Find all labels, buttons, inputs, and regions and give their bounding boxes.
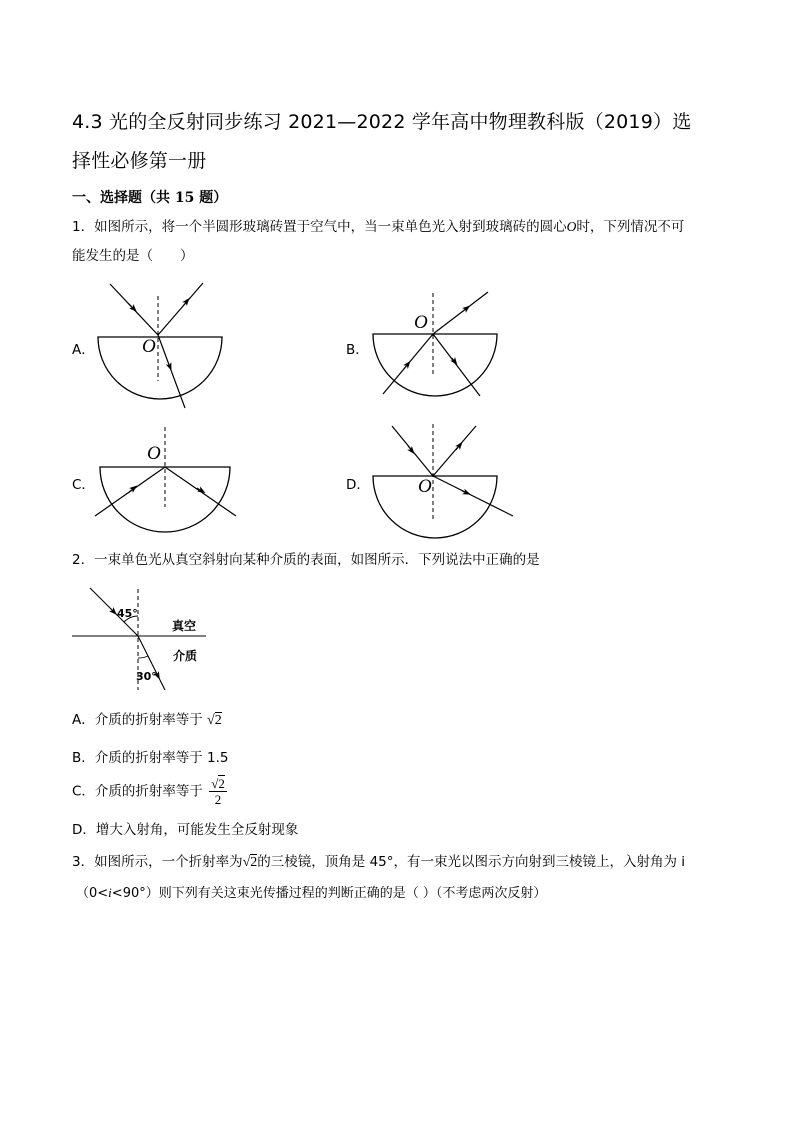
sqrt-expression: √2 <box>207 713 222 728</box>
q1-figure-b <box>370 290 500 410</box>
q3-text-a: 3．如图所示，一个折射率为 <box>72 854 243 870</box>
q1-c-point-o: O <box>147 443 161 464</box>
q1-option-b-label: B． <box>346 342 369 358</box>
q1-a-point-o: O <box>142 336 156 357</box>
q2-option-c <box>72 776 227 807</box>
question-1-line2: 能发生的是（ ） <box>72 248 194 264</box>
refracted-ray <box>158 335 185 408</box>
q2-angle-45: 45° <box>117 607 138 620</box>
q3-text-b: 的三棱镜，顶角是 45°，有一束光以图示方向射到三棱镜上，入射角为 i <box>257 854 686 870</box>
incident-ray <box>392 426 433 476</box>
q1-figure-c <box>95 425 240 545</box>
q1-figure-d <box>370 420 500 545</box>
q1-figure-a <box>95 280 225 410</box>
numerator-radicand: 2 <box>218 776 225 791</box>
q3-line2-i: i <box>108 885 112 900</box>
reflected-ray <box>433 334 480 396</box>
q2-label-vacuum: 真空 <box>172 619 197 633</box>
document-title-line1: 4.3 光的全反射同步练习 2021—2022 学年高中物理教科版（2019）选 <box>72 111 692 133</box>
q2-angle-30: 30° <box>136 670 157 683</box>
q2-option-d: D．增大入射角，可能发生全反射现象 <box>72 822 299 838</box>
question-3-line1 <box>72 852 685 873</box>
q2-option-a-text: A．介质的折射率等于 <box>72 712 203 728</box>
q1-text-b: 时，下列情况不可 <box>576 219 685 235</box>
q1-text-a: 1．如图所示，将一个半圆形玻璃砖置于空气中，当一束单色光入射到玻璃砖的圆心 <box>72 219 567 235</box>
refracted-ray <box>433 476 513 516</box>
question-1-line1 <box>72 217 684 237</box>
q2-option-b: B．介质的折射率等于 1.5 <box>72 750 229 766</box>
angle-arc-bottom <box>138 656 148 658</box>
semicircle-glass <box>373 334 497 396</box>
fraction-numerator: √2 <box>211 776 225 791</box>
question-3-line2 <box>76 883 546 904</box>
q2-option-a <box>72 710 222 731</box>
semicircle-glass <box>373 476 497 538</box>
q1-d-point-o: O <box>418 476 432 497</box>
fraction-denominator: 2 <box>214 792 222 807</box>
fraction <box>209 776 227 807</box>
sqrt-radicand: 2 <box>250 855 258 870</box>
document-title-line2: 择性必修第一册 <box>72 150 207 172</box>
reflected-ray <box>433 426 476 476</box>
q3-line2-a: （0< <box>76 886 109 901</box>
section-heading: 一、选择题（共 15 题） <box>72 190 228 206</box>
q1-option-c-label: C． <box>72 477 95 493</box>
semicircle-glass <box>98 337 222 399</box>
q3-line2-b: <90°）则下列有关这束光传播过程的判断正确的是（ ）（不考虑两次反射） <box>111 886 547 901</box>
q1-option-a-label: A． <box>72 342 95 358</box>
q1-b-point-o: O <box>414 312 428 333</box>
q2-label-medium: 介质 <box>173 649 198 663</box>
sqrt-expression: √2 <box>242 855 258 870</box>
q2-option-c-text: C．介质的折射率等于 <box>72 783 203 800</box>
incident-ray <box>110 284 158 335</box>
sqrt-radicand: 2 <box>214 713 222 728</box>
q1-center-o: O <box>566 219 577 234</box>
question-2-text: 2．一束单色光从真空斜射向某种介质的表面，如图所示．下列说法中正确的是 <box>72 552 540 568</box>
q1-option-d-label: D． <box>346 477 370 493</box>
refracted-ray <box>433 292 488 334</box>
reflected-ray <box>158 283 203 335</box>
